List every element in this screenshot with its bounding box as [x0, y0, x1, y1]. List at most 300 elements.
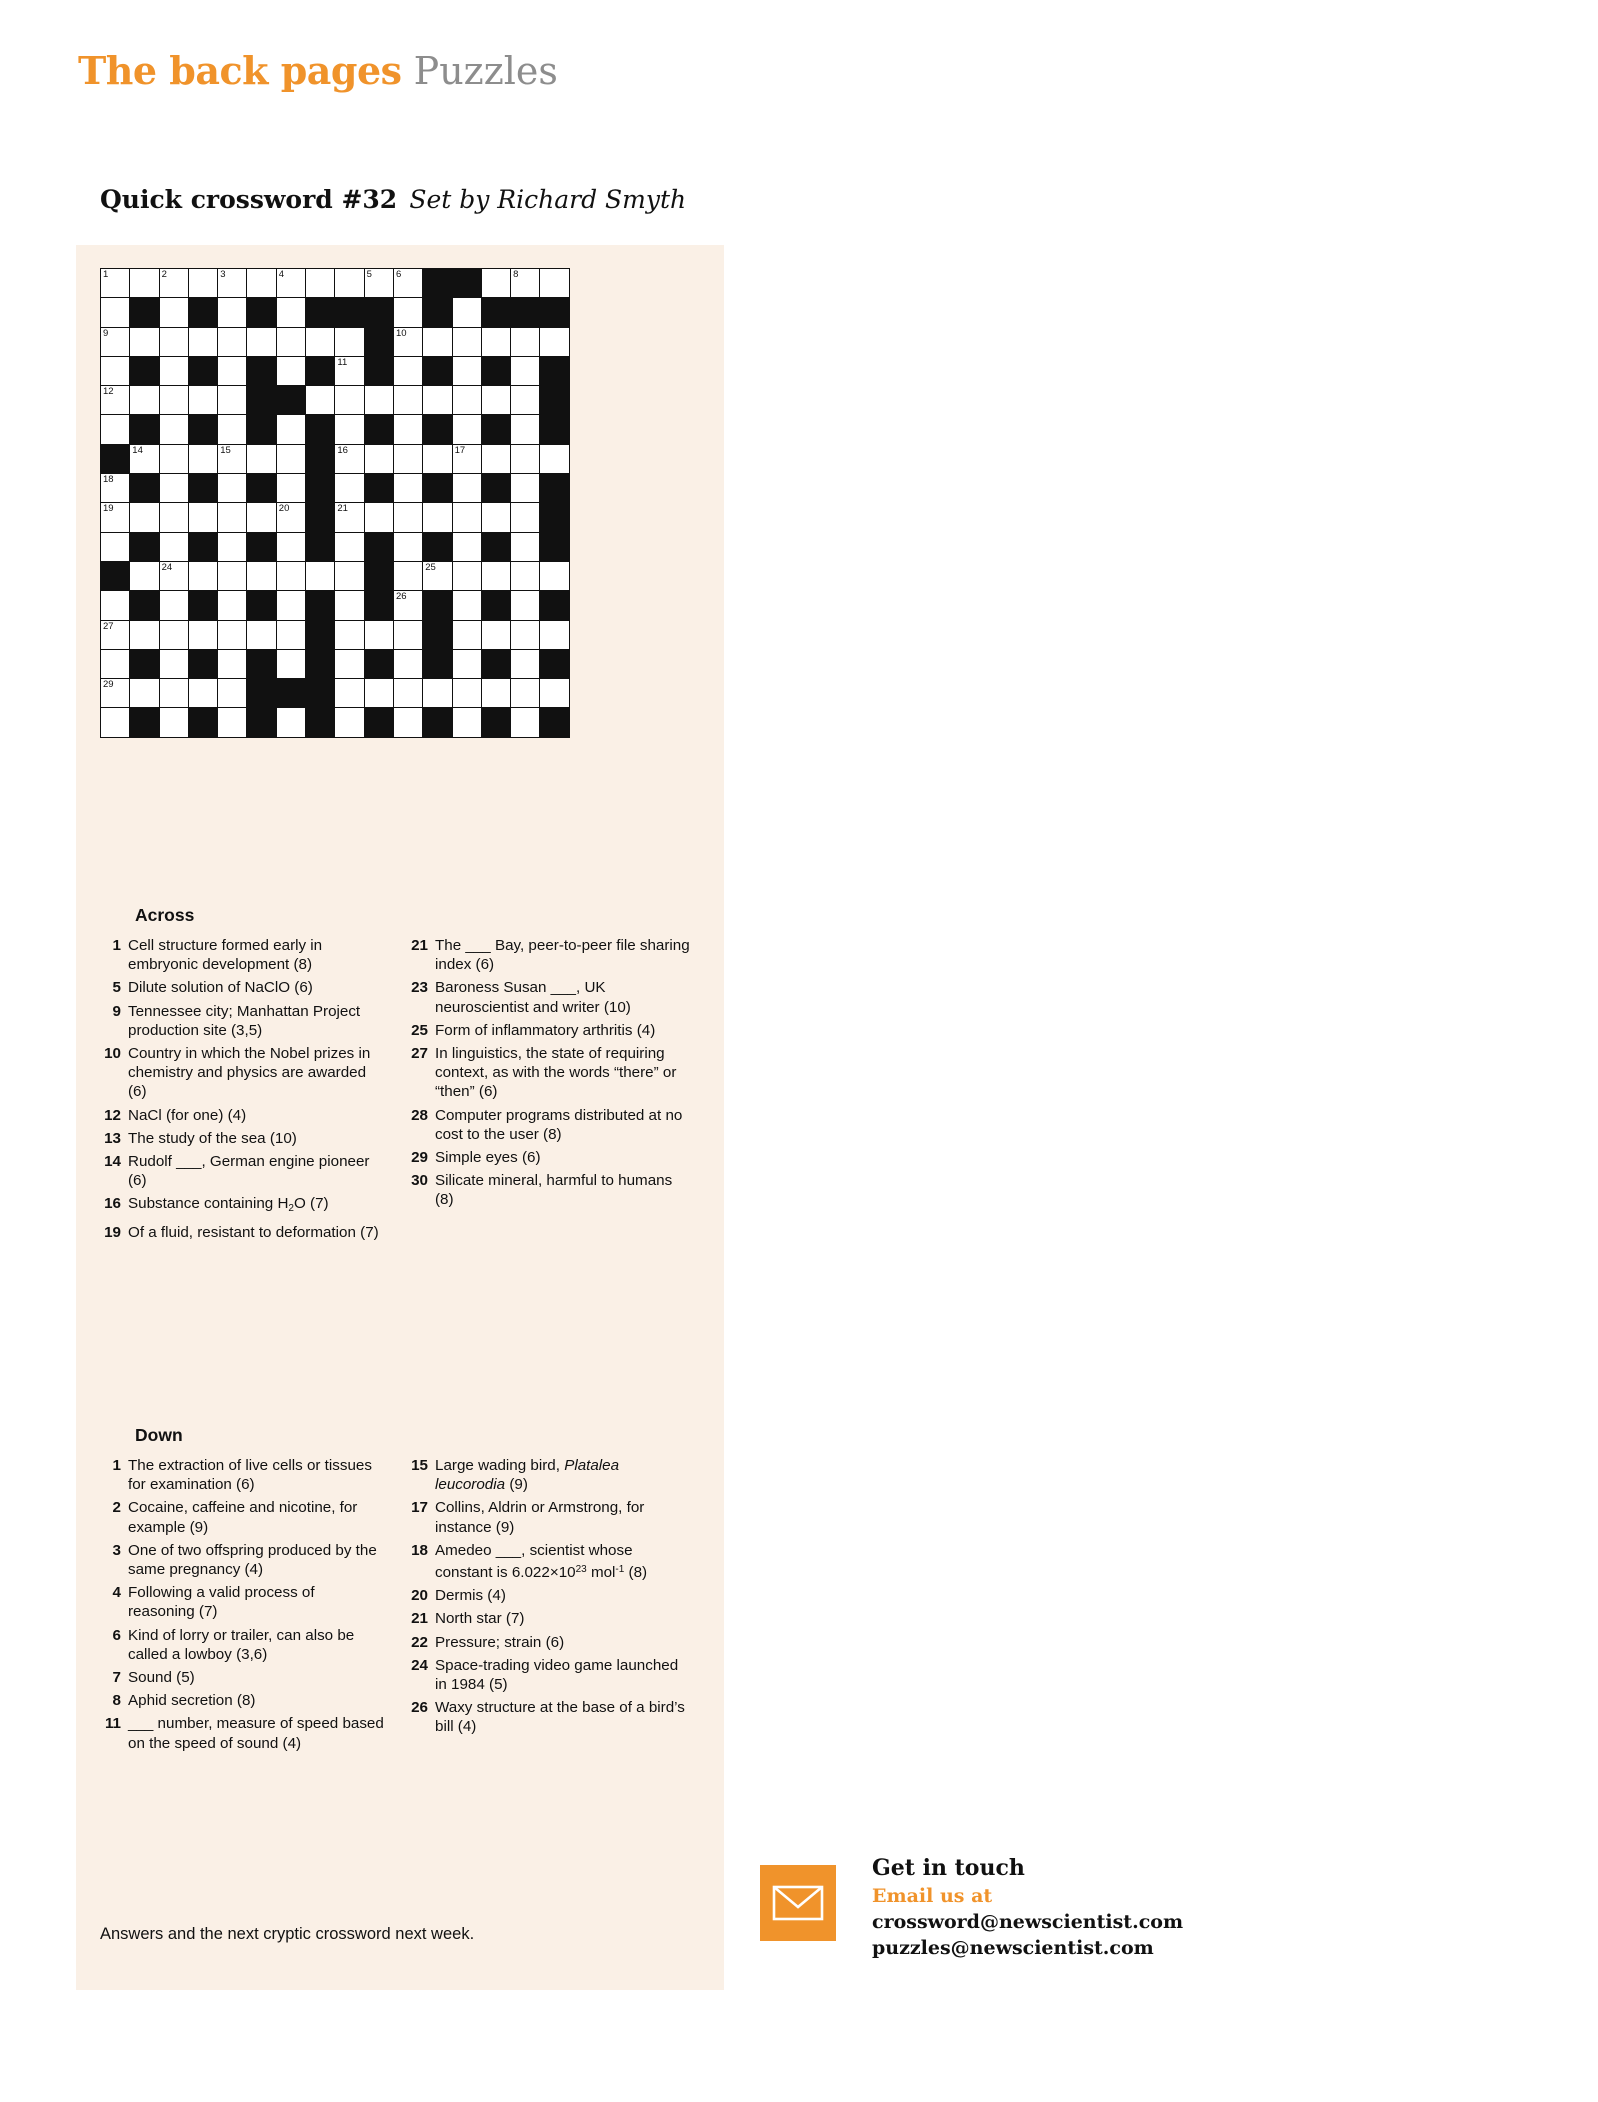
- grid-cell[interactable]: [335, 356, 364, 385]
- clue-item[interactable]: [407, 1106, 692, 1144]
- grid-cell[interactable]: [218, 679, 247, 708]
- grid-cell[interactable]: [101, 356, 130, 385]
- grid-cell[interactable]: [188, 269, 217, 298]
- grid-cell[interactable]: [276, 327, 305, 356]
- grid-cell-blocked: [364, 532, 393, 561]
- grid-cell[interactable]: [452, 474, 481, 503]
- clue-number: 13: [104, 1129, 121, 1147]
- clue-number: 17: [411, 1499, 428, 1517]
- grid-cell[interactable]: [393, 444, 422, 473]
- grid-cell[interactable]: [452, 415, 481, 444]
- clue-item[interactable]: [407, 978, 692, 1016]
- grid-cell[interactable]: [511, 591, 540, 620]
- grid-row: [101, 356, 570, 385]
- clue-number: 24: [411, 1656, 428, 1674]
- clue-item[interactable]: [407, 1456, 692, 1494]
- grid-row: [101, 503, 570, 532]
- grid-cell[interactable]: [511, 327, 540, 356]
- grid-cell[interactable]: [511, 620, 540, 649]
- grid-cell[interactable]: [511, 269, 540, 298]
- grid-cell-blocked: [247, 298, 276, 327]
- grid-cell[interactable]: [188, 327, 217, 356]
- crossword-email-link[interactable]: crossword@newscientist.com: [872, 1911, 1184, 1933]
- grid-cell[interactable]: [393, 679, 422, 708]
- clue-item[interactable]: [100, 1668, 385, 1687]
- clue-text: Rudolf ___, German engine pioneer (6): [128, 1153, 370, 1190]
- grid-cell[interactable]: [218, 620, 247, 649]
- grid-cell[interactable]: [511, 503, 540, 532]
- clue-text: Following a valid process of reasoning (7): [128, 1584, 315, 1621]
- grid-cell[interactable]: [306, 269, 335, 298]
- grid-cell[interactable]: [188, 503, 217, 532]
- clue-text: Form of inflammatory arthritis (4): [435, 1021, 656, 1039]
- grid-cell-blocked: [247, 679, 276, 708]
- clue-number: 19: [104, 1223, 121, 1241]
- grid-cell[interactable]: [247, 269, 276, 298]
- grid-row: [101, 649, 570, 678]
- grid-cell[interactable]: [364, 386, 393, 415]
- get-in-touch-title: Get in touch: [872, 1855, 1025, 1881]
- grid-cell[interactable]: [276, 649, 305, 678]
- masthead-title-light: Puzzles: [413, 49, 558, 93]
- grid-cell[interactable]: [364, 620, 393, 649]
- across-heading: Across: [135, 905, 195, 925]
- grid-row: [101, 708, 570, 737]
- grid-cell[interactable]: [423, 503, 452, 532]
- grid-cell[interactable]: [423, 561, 452, 590]
- grid-cell[interactable]: [218, 327, 247, 356]
- grid-cell-blocked: [540, 532, 569, 561]
- grid-cell[interactable]: [393, 474, 422, 503]
- across-clue-column-1: [100, 936, 385, 1246]
- clue-item[interactable]: [407, 1044, 692, 1102]
- grid-cell[interactable]: [306, 386, 335, 415]
- grid-cell[interactable]: [276, 561, 305, 590]
- grid-cell[interactable]: [188, 679, 217, 708]
- grid-cell[interactable]: [159, 649, 188, 678]
- grid-cell-blocked: [247, 386, 276, 415]
- grid-cell-blocked: [188, 356, 217, 385]
- grid-cell-blocked: [188, 591, 217, 620]
- grid-cell[interactable]: [276, 444, 305, 473]
- grid-cell[interactable]: [511, 415, 540, 444]
- grid-cell[interactable]: [188, 620, 217, 649]
- grid-cell[interactable]: [335, 708, 364, 737]
- grid-cell[interactable]: [452, 561, 481, 590]
- grid-cell[interactable]: [101, 298, 130, 327]
- grid-cell[interactable]: [335, 444, 364, 473]
- grid-cell[interactable]: [159, 269, 188, 298]
- grid-cell-blocked: [306, 474, 335, 503]
- grid-cell[interactable]: [335, 591, 364, 620]
- grid-cell[interactable]: [218, 269, 247, 298]
- grid-cell[interactable]: [101, 327, 130, 356]
- grid-cell[interactable]: [511, 444, 540, 473]
- grid-cell[interactable]: [130, 561, 159, 590]
- grid-cell[interactable]: [276, 415, 305, 444]
- grid-cell[interactable]: [159, 708, 188, 737]
- grid-cell[interactable]: [130, 269, 159, 298]
- grid-cell[interactable]: [130, 620, 159, 649]
- grid-cell[interactable]: [393, 649, 422, 678]
- answers-note: Answers and the next cryptic crossword next week.: [100, 1925, 475, 1943]
- grid-cell[interactable]: [452, 356, 481, 385]
- grid-cell[interactable]: [335, 561, 364, 590]
- grid-cell-blocked: [247, 415, 276, 444]
- grid-cell[interactable]: [276, 620, 305, 649]
- grid-cell[interactable]: [364, 679, 393, 708]
- grid-cell[interactable]: [218, 298, 247, 327]
- clue-item[interactable]: [100, 1044, 385, 1102]
- grid-cell-blocked: [364, 356, 393, 385]
- clue-number: 23: [411, 979, 428, 997]
- grid-cell[interactable]: [452, 620, 481, 649]
- grid-cell[interactable]: [159, 298, 188, 327]
- grid-cell-blocked: [247, 649, 276, 678]
- grid-cell-number: 10: [395, 327, 407, 339]
- clue-item[interactable]: [407, 1656, 692, 1694]
- grid-cell[interactable]: [218, 356, 247, 385]
- grid-cell[interactable]: [452, 649, 481, 678]
- clue-item[interactable]: [100, 978, 385, 997]
- grid-cell[interactable]: [511, 561, 540, 590]
- clue-text: Amedeo ___, scientist whose constant is $6.022\times 10^{23}$ mol$^{-1}$ (8): [435, 1541, 648, 1582]
- grid-cell-blocked: [364, 298, 393, 327]
- grid-cell[interactable]: [247, 561, 276, 590]
- grid-cell[interactable]: [306, 327, 335, 356]
- grid-row: [101, 532, 570, 561]
- grid-cell[interactable]: [452, 444, 481, 473]
- grid-cell[interactable]: [393, 591, 422, 620]
- grid-cell[interactable]: [481, 269, 510, 298]
- grid-cell[interactable]: [511, 474, 540, 503]
- grid-cell[interactable]: [101, 708, 130, 737]
- grid-cell[interactable]: [452, 327, 481, 356]
- grid-cell[interactable]: [393, 503, 422, 532]
- grid-cell[interactable]: [218, 708, 247, 737]
- grid-cell[interactable]: [130, 386, 159, 415]
- grid-cell[interactable]: [276, 269, 305, 298]
- grid-cell[interactable]: [101, 679, 130, 708]
- grid-row: [101, 474, 570, 503]
- grid-cell[interactable]: [481, 327, 510, 356]
- grid-cell[interactable]: [218, 561, 247, 590]
- grid-cell[interactable]: [540, 561, 569, 590]
- grid-cell[interactable]: [159, 532, 188, 561]
- grid-cell[interactable]: [218, 532, 247, 561]
- grid-cell[interactable]: [218, 503, 247, 532]
- clue-number: 9: [112, 1002, 121, 1020]
- grid-cell[interactable]: [540, 327, 569, 356]
- grid-cell[interactable]: [393, 561, 422, 590]
- grid-cell[interactable]: [159, 444, 188, 473]
- clue-item[interactable]: [407, 1021, 692, 1040]
- grid-cell-blocked: [188, 532, 217, 561]
- grid-cell[interactable]: [393, 327, 422, 356]
- clue-number: 7: [112, 1669, 121, 1687]
- clue-item[interactable]: [407, 1541, 692, 1582]
- grid-cell[interactable]: [218, 649, 247, 678]
- grid-cell-number: 16: [337, 444, 348, 456]
- grid-cell[interactable]: [511, 532, 540, 561]
- grid-cell[interactable]: [276, 356, 305, 385]
- clue-item[interactable]: [100, 1714, 385, 1752]
- clue-text: Waxy structure at the base of a bird’s bill (4): [435, 1699, 685, 1736]
- grid-cell[interactable]: [218, 591, 247, 620]
- grid-cell[interactable]: [393, 386, 422, 415]
- grid-cell[interactable]: [335, 474, 364, 503]
- grid-cell[interactable]: [247, 620, 276, 649]
- grid-cell-blocked: [247, 532, 276, 561]
- grid-cell-blocked: [306, 591, 335, 620]
- grid-cell-blocked: [364, 561, 393, 590]
- grid-cell[interactable]: [335, 532, 364, 561]
- grid-cell[interactable]: [423, 386, 452, 415]
- grid-cell[interactable]: [247, 327, 276, 356]
- grid-cell[interactable]: [247, 503, 276, 532]
- grid-cell[interactable]: [247, 444, 276, 473]
- grid-cell-number: 24: [161, 561, 173, 573]
- clue-item[interactable]: [407, 1698, 692, 1736]
- grid-cell[interactable]: [423, 327, 452, 356]
- grid-cell[interactable]: [335, 679, 364, 708]
- grid-cell[interactable]: [335, 386, 364, 415]
- clue-item[interactable]: [100, 1626, 385, 1664]
- clue-item[interactable]: [100, 1583, 385, 1621]
- clue-item[interactable]: [100, 1456, 385, 1494]
- grid-cell[interactable]: [276, 474, 305, 503]
- grid-cell-blocked: [130, 649, 159, 678]
- grid-cell-blocked: [130, 532, 159, 561]
- envelope-icon: [760, 1865, 836, 1941]
- clue-number: 12: [104, 1106, 121, 1124]
- clue-number: 15: [411, 1457, 428, 1474]
- grid-row: [101, 298, 570, 327]
- clue-item[interactable]: [100, 1691, 385, 1710]
- grid-cell[interactable]: [218, 444, 247, 473]
- grid-cell[interactable]: [101, 591, 130, 620]
- clue-item[interactable]: [100, 1223, 385, 1242]
- clue-number: 4: [112, 1584, 121, 1602]
- clue-item[interactable]: [100, 1541, 385, 1579]
- grid-cell-blocked: [247, 474, 276, 503]
- grid-cell-blocked: [101, 444, 130, 473]
- clue-item[interactable]: [100, 1002, 385, 1040]
- grid-cell[interactable]: [130, 327, 159, 356]
- grid-cell[interactable]: [335, 503, 364, 532]
- grid-cell[interactable]: [364, 503, 393, 532]
- grid-cell[interactable]: [218, 474, 247, 503]
- grid-cell[interactable]: [423, 679, 452, 708]
- grid-cell[interactable]: [335, 269, 364, 298]
- grid-cell[interactable]: [452, 708, 481, 737]
- grid-cell-number: 8: [513, 269, 519, 280]
- grid-cell[interactable]: [276, 298, 305, 327]
- clue-number: 3: [112, 1541, 121, 1559]
- grid-cell[interactable]: [218, 386, 247, 415]
- grid-cell-blocked: [276, 386, 305, 415]
- grid-cell[interactable]: [393, 620, 422, 649]
- clue-number: 26: [411, 1699, 428, 1717]
- grid-cell[interactable]: [101, 474, 130, 503]
- grid-cell[interactable]: [130, 444, 159, 473]
- grid-cell[interactable]: [540, 620, 569, 649]
- grid-cell[interactable]: [481, 386, 510, 415]
- grid-row: [101, 269, 570, 298]
- grid-cell[interactable]: [540, 444, 569, 473]
- grid-cell[interactable]: [452, 298, 481, 327]
- grid-cell-blocked: [130, 356, 159, 385]
- grid-cell[interactable]: [452, 532, 481, 561]
- crossword-grid[interactable]: [100, 268, 570, 738]
- grid-cell[interactable]: [159, 679, 188, 708]
- grid-cell-blocked: [188, 474, 217, 503]
- grid-cell[interactable]: [481, 679, 510, 708]
- down-heading: Down: [135, 1425, 183, 1445]
- clue-item[interactable]: [100, 1106, 385, 1125]
- grid-cell[interactable]: [101, 415, 130, 444]
- grid-cell[interactable]: [276, 503, 305, 532]
- clue-item[interactable]: [100, 936, 385, 974]
- clue-number: 28: [411, 1106, 428, 1124]
- email-us-label: Email us at: [872, 1885, 993, 1907]
- grid-cell[interactable]: [101, 649, 130, 678]
- grid-cell[interactable]: [511, 356, 540, 385]
- grid-cell[interactable]: [393, 298, 422, 327]
- grid-cell-blocked: [481, 298, 510, 327]
- puzzle-title-text: Quick crossword #32: [100, 185, 398, 214]
- clue-text: The ___ Bay, peer-to-peer file sharing index (6): [435, 937, 690, 974]
- grid-cell-number: 1: [103, 269, 109, 280]
- grid-cell[interactable]: [335, 415, 364, 444]
- crossword-grid-table[interactable]: [100, 268, 570, 738]
- grid-cell[interactable]: [101, 269, 130, 298]
- grid-cell-number: 9: [103, 327, 109, 339]
- grid-cell[interactable]: [511, 679, 540, 708]
- grid-cell[interactable]: [540, 269, 569, 298]
- grid-cell-blocked: [423, 620, 452, 649]
- grid-cell[interactable]: [511, 708, 540, 737]
- grid-cell[interactable]: [159, 327, 188, 356]
- grid-cell[interactable]: [335, 620, 364, 649]
- clue-text: Computer programs distributed at no cost to the user (8): [435, 1106, 683, 1143]
- grid-cell[interactable]: [393, 415, 422, 444]
- grid-cell-blocked: [130, 298, 159, 327]
- grid-cell[interactable]: [452, 679, 481, 708]
- clue-text: Aphid secretion (8): [128, 1692, 256, 1710]
- grid-cell[interactable]: [159, 591, 188, 620]
- grid-cell[interactable]: [159, 561, 188, 590]
- grid-cell[interactable]: [188, 561, 217, 590]
- clue-text: NaCl (for one) (4): [128, 1106, 247, 1124]
- clue-number: 10: [104, 1045, 121, 1063]
- clue-item[interactable]: [407, 936, 692, 974]
- clue-item[interactable]: [100, 1129, 385, 1148]
- clue-text: Kind of lorry or trailer, can also be called a lowboy (3,6): [128, 1626, 355, 1663]
- clue-item[interactable]: [407, 1171, 692, 1209]
- grid-cell-number: 20: [278, 503, 290, 515]
- grid-cell[interactable]: [511, 649, 540, 678]
- grid-cell-blocked: [540, 649, 569, 678]
- clue-text: Cocaine, caffeine and nicotine, for example (9): [128, 1499, 358, 1536]
- grid-cell[interactable]: [130, 503, 159, 532]
- puzzles-email-link[interactable]: puzzles@newscientist.com: [872, 1937, 1154, 1959]
- grid-cell[interactable]: [511, 386, 540, 415]
- grid-cell[interactable]: [452, 386, 481, 415]
- clue-item[interactable]: [407, 1498, 692, 1536]
- grid-cell[interactable]: [101, 532, 130, 561]
- grid-cell[interactable]: [393, 356, 422, 385]
- grid-cell[interactable]: [159, 386, 188, 415]
- clue-item[interactable]: [407, 1633, 692, 1652]
- grid-cell[interactable]: [335, 327, 364, 356]
- grid-cell[interactable]: [364, 444, 393, 473]
- grid-cell[interactable]: [393, 708, 422, 737]
- grid-cell[interactable]: [452, 591, 481, 620]
- grid-cell[interactable]: [159, 620, 188, 649]
- grid-cell-number: 5: [366, 269, 372, 280]
- grid-cell[interactable]: [159, 356, 188, 385]
- grid-cell[interactable]: [218, 415, 247, 444]
- grid-cell-number: 14: [132, 444, 143, 456]
- clue-item[interactable]: [407, 1586, 692, 1605]
- grid-cell[interactable]: [159, 474, 188, 503]
- grid-cell[interactable]: [188, 386, 217, 415]
- grid-cell[interactable]: [423, 444, 452, 473]
- grid-cell-blocked: [481, 649, 510, 678]
- grid-cell-blocked: [423, 474, 452, 503]
- grid-cell[interactable]: [159, 503, 188, 532]
- grid-cell[interactable]: [364, 269, 393, 298]
- grid-cell-blocked: [540, 474, 569, 503]
- grid-cell[interactable]: [101, 620, 130, 649]
- grid-cell[interactable]: [276, 532, 305, 561]
- grid-cell-blocked: [188, 415, 217, 444]
- grid-cell[interactable]: [481, 444, 510, 473]
- grid-cell[interactable]: [393, 532, 422, 561]
- grid-cell[interactable]: [393, 269, 422, 298]
- grid-cell[interactable]: [306, 561, 335, 590]
- grid-cell[interactable]: [540, 679, 569, 708]
- grid-cell-blocked: [540, 708, 569, 737]
- grid-cell[interactable]: [159, 415, 188, 444]
- clue-number: 18: [411, 1541, 428, 1559]
- grid-cell[interactable]: [188, 444, 217, 473]
- grid-cell-blocked: [540, 591, 569, 620]
- grid-cell[interactable]: [481, 620, 510, 649]
- grid-cell[interactable]: [481, 561, 510, 590]
- clue-number: 22: [411, 1633, 428, 1651]
- grid-cell[interactable]: [481, 503, 510, 532]
- grid-cell[interactable]: [130, 679, 159, 708]
- grid-cell[interactable]: [452, 503, 481, 532]
- clue-item[interactable]: [407, 1609, 692, 1628]
- clue-item[interactable]: [100, 1498, 385, 1536]
- grid-cell-blocked: [306, 679, 335, 708]
- grid-cell[interactable]: [101, 386, 130, 415]
- grid-cell-blocked: [481, 356, 510, 385]
- grid-cell[interactable]: [276, 708, 305, 737]
- grid-cell[interactable]: [101, 503, 130, 532]
- grid-cell-blocked: [423, 415, 452, 444]
- grid-cell[interactable]: [276, 591, 305, 620]
- clue-item[interactable]: [100, 1194, 385, 1218]
- grid-cell[interactable]: [335, 649, 364, 678]
- grid-row: [101, 561, 570, 590]
- clue-text: ___ number, measure of speed based on the speed of sound (4): [128, 1715, 384, 1752]
- clue-item[interactable]: [407, 1148, 692, 1167]
- clue-item[interactable]: [100, 1152, 385, 1190]
